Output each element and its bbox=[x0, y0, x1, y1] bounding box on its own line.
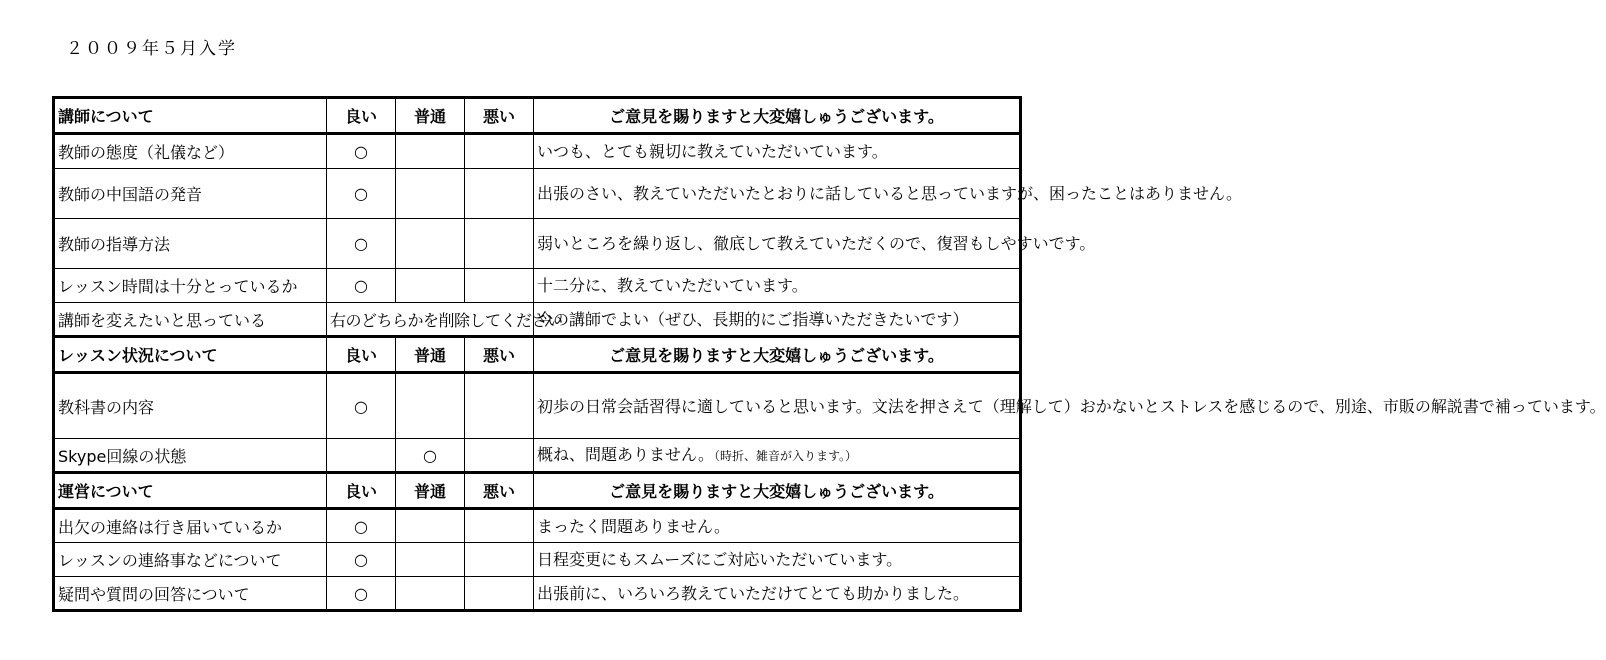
rating-bad[interactable] bbox=[465, 169, 534, 219]
question: 教師の中国語の発音 bbox=[54, 169, 327, 219]
rating-good[interactable]: ○ bbox=[327, 269, 396, 303]
rating-normal[interactable] bbox=[396, 509, 465, 543]
rating-good[interactable] bbox=[327, 439, 396, 473]
col-normal-header: 普通 bbox=[396, 473, 465, 509]
table-row bbox=[54, 269, 1021, 303]
section-header bbox=[54, 98, 1021, 134]
rating-good[interactable]: ○ bbox=[327, 169, 396, 219]
table-row bbox=[54, 543, 1021, 577]
col-comment-header: ご意見を賜りますと大変嬉しゅうございます。 bbox=[534, 98, 1021, 134]
comment[interactable]: 出張のさい、教えていただいたとおりに話していると思っていますが、困ったことはありません。 bbox=[534, 169, 1021, 219]
col-normal-header: 普通 bbox=[396, 98, 465, 134]
rating-bad[interactable] bbox=[465, 577, 534, 611]
table-row bbox=[54, 219, 1021, 269]
question: 出欠の連絡は行き届いているか bbox=[54, 509, 327, 543]
rating-bad[interactable] bbox=[465, 373, 534, 439]
rating-normal[interactable] bbox=[396, 577, 465, 611]
rating-good[interactable]: ○ bbox=[327, 134, 396, 169]
rating-normal[interactable] bbox=[396, 169, 465, 219]
rating-good[interactable]: ○ bbox=[327, 219, 396, 269]
question: 講師を変えたいと思っている bbox=[54, 303, 327, 337]
comment[interactable]: 日程変更にもスムーズにご対応いただいています。 bbox=[534, 543, 1021, 577]
col-normal-header: 普通 bbox=[396, 337, 465, 373]
comment[interactable]: 弱いところを繰り返し、徹底して教えていただくので、復習もしやすいです。 bbox=[534, 219, 1021, 269]
rating-good[interactable]: ○ bbox=[327, 577, 396, 611]
rating-good[interactable]: ○ bbox=[327, 543, 396, 577]
comment[interactable] bbox=[534, 439, 1021, 473]
survey-table bbox=[52, 96, 1606, 612]
rating-good[interactable]: ○ bbox=[327, 373, 396, 439]
rating-normal[interactable]: ○ bbox=[396, 439, 465, 473]
comment[interactable]: 初歩の日常会話習得に適していると思います。文法を押さえて（理解して）おかないとストレスを感じるので、別途、市販の解説書で補っています。 bbox=[534, 373, 1021, 439]
section-header bbox=[54, 337, 1021, 373]
comment[interactable]: まったく問題ありません。 bbox=[534, 509, 1021, 543]
rating-bad[interactable] bbox=[465, 269, 534, 303]
rating-bad[interactable] bbox=[465, 439, 534, 473]
page-title: ２００９年５月入学 bbox=[66, 39, 237, 59]
comment-text: 概ね、問題ありません。 bbox=[537, 444, 714, 464]
question: 教師の指導方法 bbox=[54, 219, 327, 269]
comment[interactable]: いつも、とても親切に教えていただいています。 bbox=[534, 134, 1021, 169]
rating-normal[interactable] bbox=[396, 219, 465, 269]
table-row bbox=[54, 134, 1021, 169]
comment-note: （時折、雑音が入ります。） bbox=[713, 448, 858, 463]
col-comment-header: ご意見を賜りますと大変嬉しゅうございます。 bbox=[534, 337, 1021, 373]
rating-bad[interactable] bbox=[465, 543, 534, 577]
question: 疑問や質問の回答について bbox=[54, 577, 327, 611]
question: 教科書の内容 bbox=[54, 373, 327, 439]
rating-bad[interactable] bbox=[465, 219, 534, 269]
rating-normal[interactable] bbox=[396, 373, 465, 439]
instruction-note: 右のどちらかを削除してください bbox=[327, 303, 534, 337]
comment[interactable]: 今の講師でよい（ぜひ、長期的にご指導いただきたいです） bbox=[534, 303, 1021, 337]
rating-good[interactable]: ○ bbox=[327, 509, 396, 543]
table-row bbox=[54, 577, 1021, 611]
col-bad-header: 悪い bbox=[465, 337, 534, 373]
rating-bad[interactable] bbox=[465, 509, 534, 543]
table-row bbox=[54, 509, 1021, 543]
col-good-header: 良い bbox=[327, 98, 396, 134]
rating-normal[interactable] bbox=[396, 134, 465, 169]
comment[interactable]: 十二分に、教えていただいています。 bbox=[534, 269, 1021, 303]
rating-normal[interactable] bbox=[396, 269, 465, 303]
table-row bbox=[54, 303, 1021, 337]
table-row bbox=[54, 373, 1021, 439]
section-title: 運営について bbox=[54, 473, 327, 509]
section-title: レッスン状況について bbox=[54, 337, 327, 373]
question: レッスンの連絡事などについて bbox=[54, 543, 327, 577]
rating-normal[interactable] bbox=[396, 543, 465, 577]
col-good-header: 良い bbox=[327, 337, 396, 373]
col-good-header: 良い bbox=[327, 473, 396, 509]
table-row bbox=[54, 439, 1021, 473]
col-bad-header: 悪い bbox=[465, 473, 534, 509]
comment[interactable]: 出張前に、いろいろ教えていただけてとても助かりました。 bbox=[534, 577, 1021, 611]
section-header bbox=[54, 473, 1021, 509]
table-row bbox=[54, 169, 1021, 219]
question: 教師の態度（礼儀など） bbox=[54, 134, 327, 169]
question: Skype回線の状態 bbox=[54, 439, 327, 473]
rating-bad[interactable] bbox=[465, 134, 534, 169]
question: レッスン時間は十分とっているか bbox=[54, 269, 327, 303]
section-title: 講師について bbox=[54, 98, 327, 134]
col-bad-header: 悪い bbox=[465, 98, 534, 134]
col-comment-header: ご意見を賜りますと大変嬉しゅうございます。 bbox=[534, 473, 1021, 509]
